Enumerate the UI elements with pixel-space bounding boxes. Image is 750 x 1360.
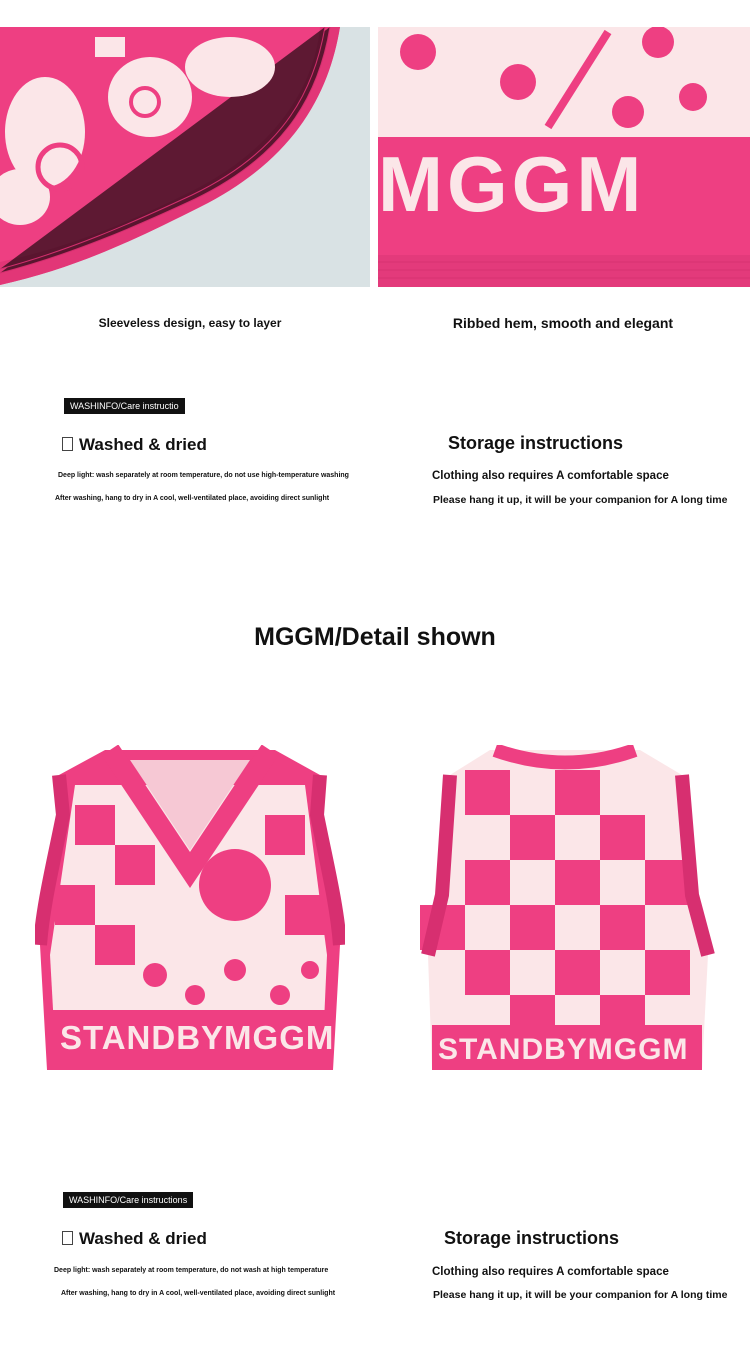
storage-line-1-top: Clothing also requires A comfortable space [432,470,669,482]
vest-back-print: STANDBYMGGM [438,1033,689,1066]
caption-armhole: Sleeveless design, easy to layer [98,316,282,330]
hem-print-text: MGGM [378,140,646,228]
checkbox-icon [62,1231,73,1245]
vest-back-photo [420,745,720,1075]
washed-heading-bottom [62,1229,207,1249]
storage-heading-bottom: Storage instructions [444,1228,620,1248]
checkbox-icon [62,437,73,451]
section-title: MGGM/Detail shown [254,623,496,651]
vest-front-print: STANDBYMGGM [60,1019,335,1056]
storage-heading-top: Storage instructions [448,433,624,453]
washed-heading-text: Washed & dried [79,435,207,454]
washed-heading-text-bottom: Washed & dried [79,1229,207,1248]
vest-back-illustration [420,745,720,1075]
care-line-2-top: After washing, hang to dry in A cool, well-ventilated place, avoiding direct sunlight [55,495,330,502]
detail-photo-hem [378,27,750,287]
caption-hem: Ribbed hem, smooth and elegant [452,315,674,331]
armhole-illustration [0,27,370,287]
care-line-1-top: Deep light: wash separately at room temperature, do not use high-temperature washing [58,472,349,479]
care-line-2-bottom: After washing, hang to dry in A cool, well-ventilated place, avoiding direct sunlight [61,1290,336,1297]
care-line-1-bottom: Deep light: wash separately at room temperature, do not wash at high temperature [54,1267,329,1274]
care-label-top: WASHINFO/Care instructio [64,398,185,414]
care-label-bottom: WASHINFO/Care instructions [63,1192,193,1208]
detail-photo-armhole [0,27,370,287]
vest-front-photo [35,745,345,1075]
storage-line-1-bottom: Clothing also requires A comfortable space [432,1266,669,1278]
storage-line-2-bottom: Please hang it up, it will be your companion for A long time [433,1289,728,1301]
storage-line-2-top: Please hang it up, it will be your companion for A long time [433,494,728,506]
washed-heading-top [62,435,207,455]
